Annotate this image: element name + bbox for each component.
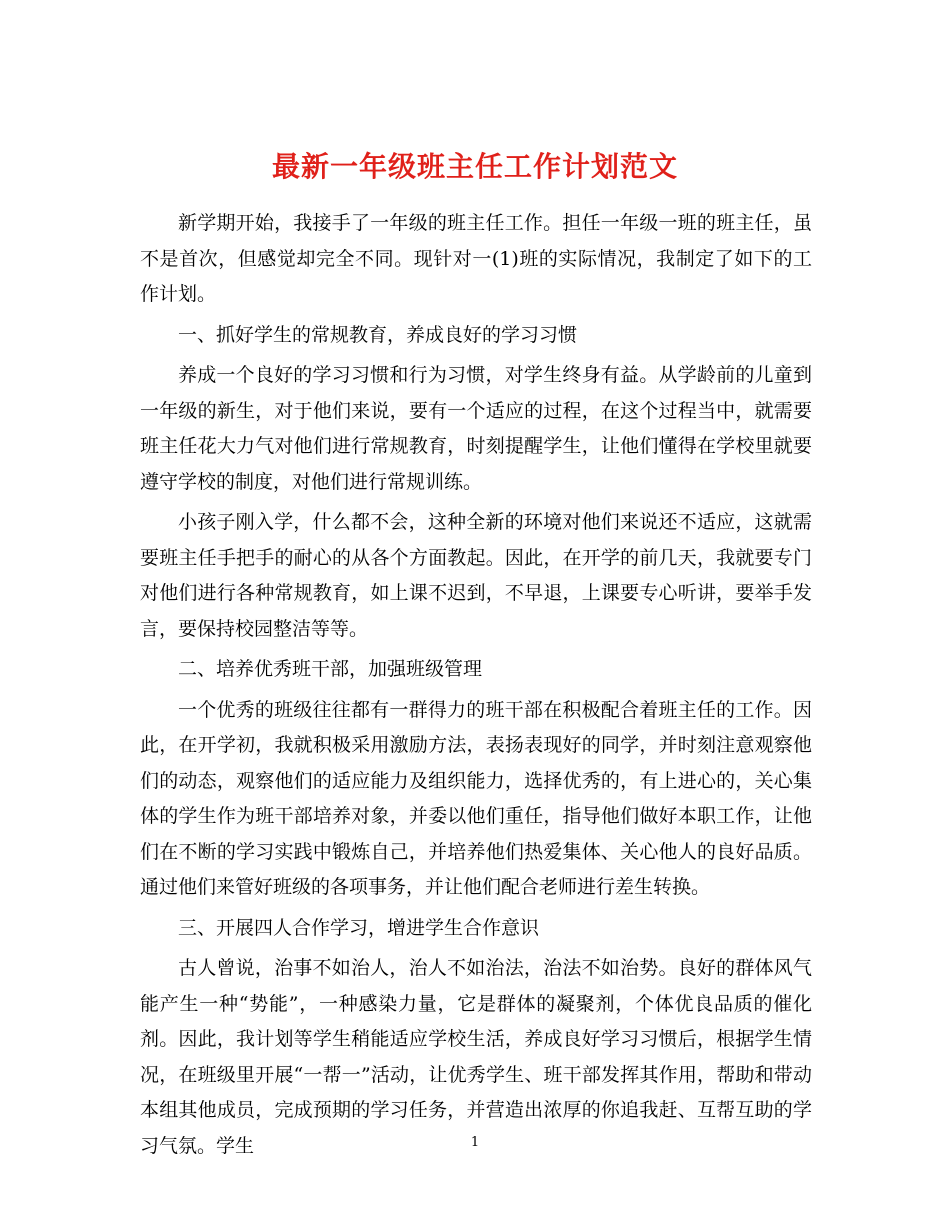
page-number: 1 [470, 1135, 480, 1150]
paragraph: 养成一个良好的学习习惯和行为习惯，对学生终身有益。从学龄前的儿童到一年级的新生，对于他们来说，要有一个适应的过程，在这个过程当中，就需要班主任花大力气对他们进行常规教育，时刻提醒学生，让他们懂得在学校里就要遵守学校的制度，对他们进行常规训练。 [140, 364, 812, 493]
heading-section-3: 三、开展四人合作学习，增进学生合作意识 [178, 916, 540, 939]
document-title: 最新一年级班主任工作计划范文 [271, 149, 678, 183]
heading-section-2: 二、培养优秀班干部，加强班级管理 [178, 658, 483, 680]
document-body [140, 206, 812, 1169]
paragraph: 一个优秀的班级往往都有一群得力的班干部在积极配合着班主任的工作。因此，在开学初，我就积极采用激励方法，表扬表现好的同学，并时刻注意观察他们的动态，观察他们的适应能力及组织能力，选择优秀的，有上进心的，关心集体的学生作为班干部培养对象，并委以他们重任，指导他们做好本职工作，让他们在不断的学习实践中锻炼自己，并培养他们热爱集体、关心他人的良好品质。通过他们来管好班级的各项事务，并让他们配合老师进行差生转换。 [140, 698, 812, 898]
paragraph: 小孩子刚入学，什么都不会，这种全新的环境对他们来说还不适应，这就需要班主任手把手的耐心的从各个方面教起。因此，在开学的前几天，我就要专门对他们进行各种常规教育，如上课不迟到，不早退，上课要专心听讲，要举手发言，要保持校园整洁等等。 [140, 511, 812, 640]
paragraph-intro: 新学期开始，我接手了一年级的班主任工作。担任一年级一班的班主任，虽不是首次，但感觉却完全不同。现针对一(1)班的实际情况，我制定了如下的工作计划。 [140, 212, 812, 305]
heading-section-1: 一、抓好学生的常规教育，养成良好的学习习惯 [178, 323, 578, 346]
paragraph: 古人曾说，治事不如治人，治人不如治法，治法不如治势。良好的群体风气能产生一种“势能”，一种感染力量，它是群体的凝聚剂，个体优良品质的催化剂。因此，我计划等学生稍能适应学校生活，养成良好学习习惯后，根据学生情况，在班级里开展“一帮一”活动，让优秀学生、班干部发挥其作用，帮助和带动本组其他成员，完成预期的学习任务，并营造出浓厚的你追我赶、互帮互助的学习气氛。学生 [140, 957, 812, 1157]
